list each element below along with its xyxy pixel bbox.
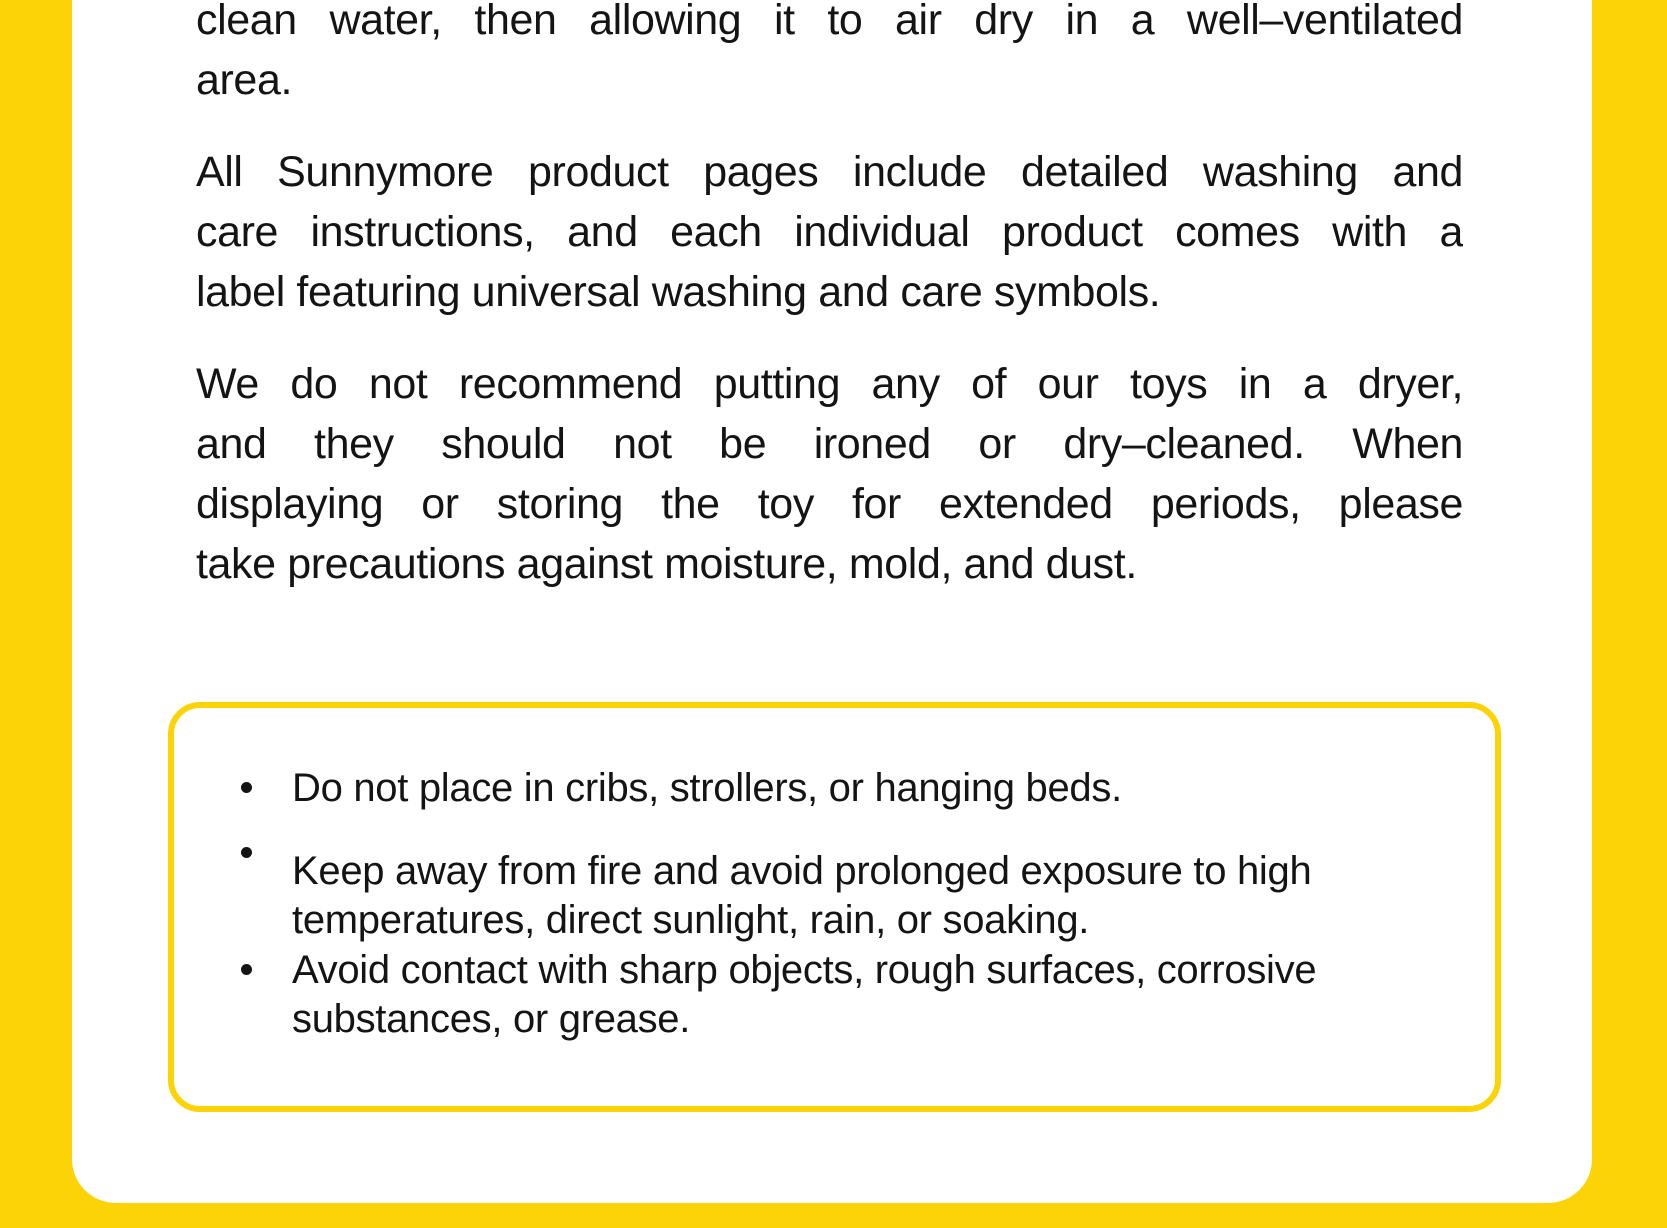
text-line: area. xyxy=(196,56,293,104)
text-line: temperatures, direct sunlight, rain, or soaking. xyxy=(292,898,1090,942)
warning-box xyxy=(168,702,1501,1112)
bullet-icon xyxy=(241,782,252,793)
content-card xyxy=(72,0,1592,1203)
text-line: displaying or storing the toy for extended periods, please xyxy=(196,480,1463,528)
text-line: We do not recommend putting any of our toys in a dryer, xyxy=(196,360,1463,408)
paragraph-product-pages xyxy=(196,142,1463,322)
list-item-sharp-objects xyxy=(292,946,1455,1044)
text-line: take precautions against moisture, mold, and dust. xyxy=(196,540,1137,588)
text-line: Avoid contact with sharp objects, rough surfaces, corrosive xyxy=(292,948,1317,992)
text-line: and they should not be ironed or dry–cleaned. When xyxy=(196,420,1463,468)
paragraph-dryer-warning xyxy=(196,354,1463,594)
list-item-fire xyxy=(292,847,1455,945)
list-item-cribs xyxy=(292,764,1455,813)
text-line: Keep away from fire and avoid prolonged exposure to high xyxy=(292,849,1312,893)
body-text xyxy=(196,0,1463,594)
text-line: label featuring universal washing and care symbols. xyxy=(196,268,1161,316)
text-line: care instructions, and each individual product comes with a xyxy=(196,208,1463,256)
paragraph-care-drying xyxy=(196,0,1463,110)
bullet-icon xyxy=(241,964,252,975)
bullet-icon xyxy=(241,847,252,858)
text-line: substances, or grease. xyxy=(292,997,691,1041)
text-line: clean water, then allowing it to air dry in a well–ventilated xyxy=(196,0,1463,44)
text-line: All Sunnymore product pages include detailed washing and xyxy=(196,148,1463,196)
text-line: Do not place in cribs, strollers, or hanging beds. xyxy=(292,766,1122,810)
